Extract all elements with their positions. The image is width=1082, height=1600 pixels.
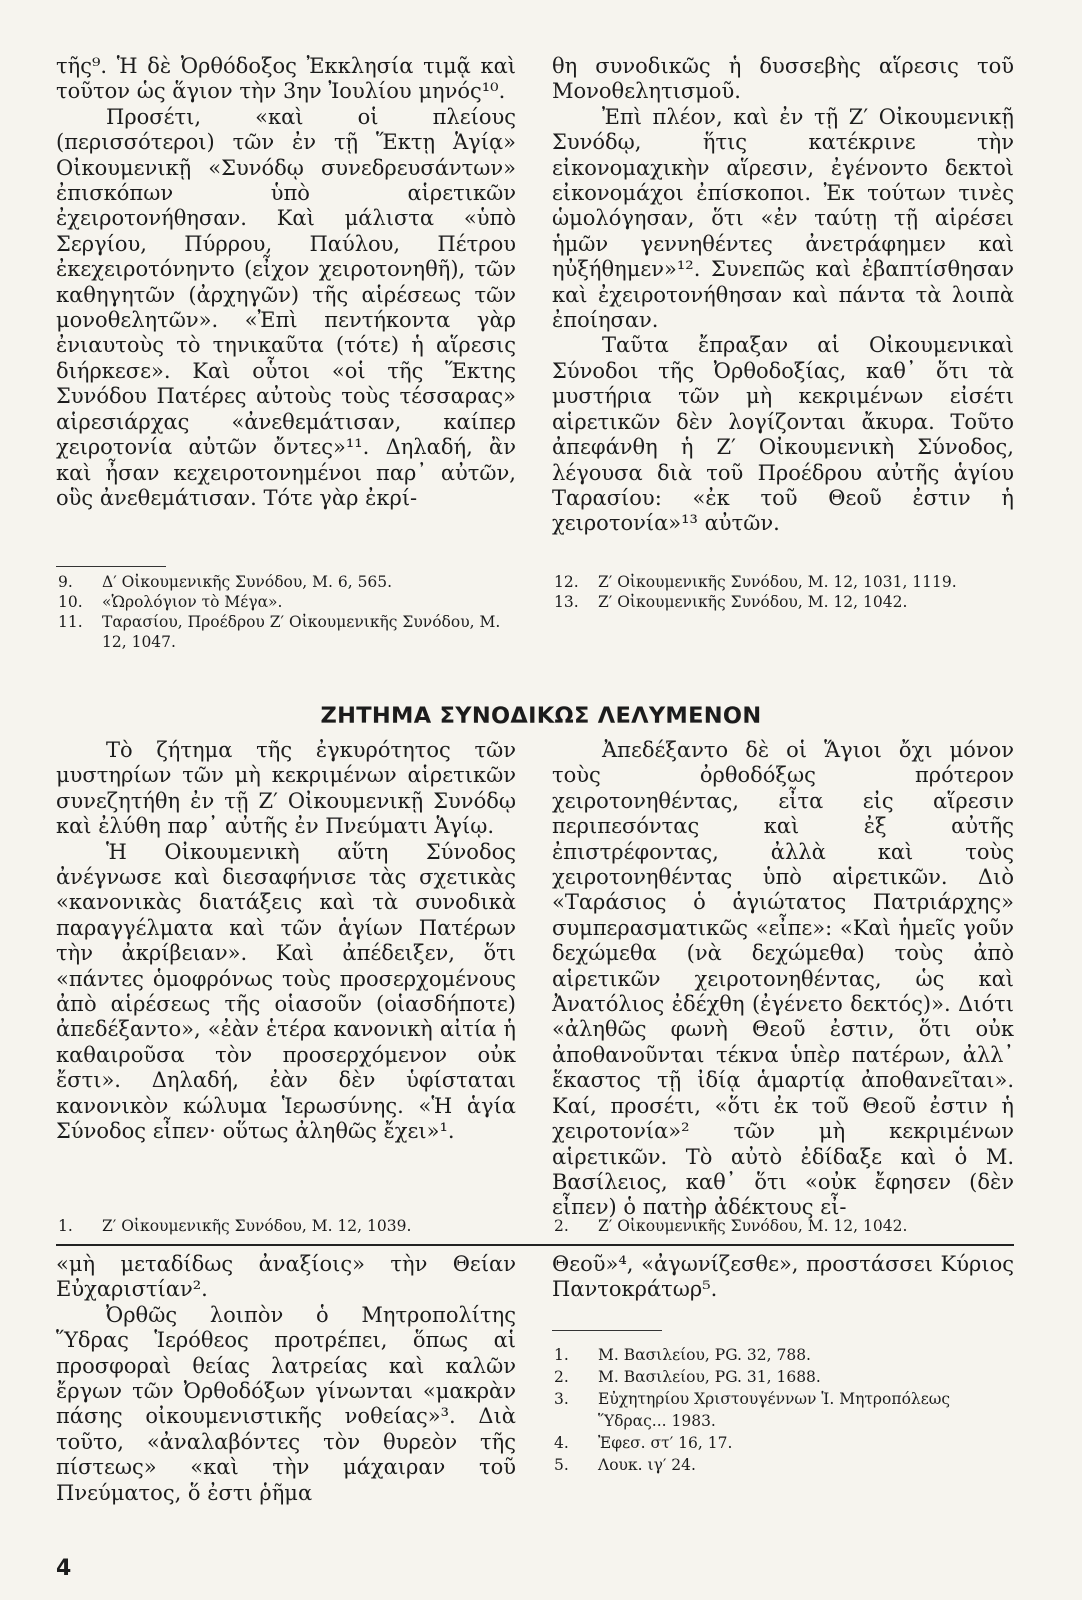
section1-left-para-1: τῆς⁹. Ἡ δὲ Ὀρθόδοξος Ἐκκλησία τιμᾷ καὶ τοῦτον ὡς ἅγιον τὴν 3ην Ἰουλίου μηνός¹⁰. <box>56 54 516 104</box>
section3-right-column <box>552 1252 1014 1303</box>
footnote: 1. Ζ′ Οἰκουμενικῆς Συνόδου, Μ. 12, 1039. <box>58 1217 412 1235</box>
footnote: 1. Μ. Βασιλείου, PG. 32, 788. <box>554 1346 811 1364</box>
section3-right-para-1: Θεοῦ»⁴, «ἀγωνίζεσθε», προστάσσει Κύριος Παντοκράτωρ⁵. <box>552 1252 1014 1302</box>
section1-right-para-2: Ἐπὶ πλέον, καὶ ἐν τῇ Ζ′ Οἰκουμενικῇ Συνόδῳ, ἥτις κατέκρινε τὴν εἰκονομαχικὴν αἵρεσιν, ἐγένοντο δεκτοὶ εἰκονομάχοι ἐπίσκοποι. Ἐκ τούτων τινὲς ὡμολόγησαν, ὅτι «ἐν ταύτῃ τῇ αἱρέσει ἡμῶν γεννηθέντες ἀνετράφημεν καὶ ηὐξήθημεν»¹². Συνεπῶς καὶ ἐβαπτίσθησαν καὶ ἐχειροτονήθησαν καὶ πάντα τὰ λοιπὰ ἐποίησαν. <box>552 104 1014 333</box>
section1-right-footnotes <box>552 572 1014 612</box>
section2-right-column <box>552 738 1014 1221</box>
section1-right-column <box>552 54 1014 537</box>
section-heading: ΖΗΤΗΜΑ ΣΥΝΟΔΙΚΩΣ ΛΕΛΥΜΕΝΟΝ <box>320 703 762 729</box>
page-number: 4 <box>56 1556 72 1581</box>
footnote: 13. Ζ′ Οἰκουμενικῆς Συνόδου, Μ. 12, 1042. <box>554 593 908 611</box>
footnote-separator <box>56 566 166 567</box>
section2-left-footnotes <box>56 1216 516 1236</box>
section2-left-para-2: Ἡ Οἰκουμενικὴ αὕτη Σύνοδος ἀνέγνωσε καὶ διεσαφήνισε τὰς σχετικὰς «κανονικὰς διατάξεις καὶ τὰ συνοδικὰ παραγγέλματα καὶ τῶν ἁγίων Πατέρων τὴν ἀκρίβειαν». Καὶ ἀπέδειξεν, ὅτι «πάντες ὁμοφρόνως τοὺς προσερχομένους ἀπὸ αἱρέσεως τῆς οἱασοῦν (οἱασδήποτε) ἀπεδέξαντο», «ἐὰν ἑτέρα κανονικὴ αἰτία ἡ καθαιροῦσα τὸν προσερχόμενον οὐκ ἔστι». Δηλαδή, ἐὰν δὲν ὑφίσταται κανονικὸν κώλυμα Ἱερωσύνης. «Ἡ ἁγία Σύνοδος εἶπεν· οὕτως ἀληθῶς ἔχει»¹. <box>56 839 516 1144</box>
footnote: 9. Δ′ Οἰκουμενικῆς Συνόδου, Μ. 6, 565. <box>58 573 393 591</box>
horizontal-divider <box>56 1244 1014 1246</box>
footnote: 5. Λουκ. ιγ′ 24. <box>554 1456 696 1474</box>
section3-right-footnotes <box>552 1344 1014 1476</box>
section1-right-para-1: θη συνοδικῶς ἡ δυσσεβὴς αἵρεσις τοῦ Μονοθελητισμοῦ. <box>552 54 1014 104</box>
footnote: 3. Εὐχητηρίου Χριστουγέννων Ἱ. Μητροπόλεως Ὕδρας... 1983. <box>554 1390 951 1430</box>
section1-left-footnotes <box>56 572 516 652</box>
section2-right-footnotes <box>552 1216 1014 1236</box>
section3-left-para-2: Ὀρθῶς λοιπὸν ὁ Μητροπολίτης Ὕδρας Ἱερόθεος προτρέπει, ὅπως αἱ προσφοραὶ θείας λατρείας καὶ καλῶν ἔργων τῶν Ὀρθοδόξων γίνωνται «μακρὰν πάσης οἰκουμενιστικῆς νοθείας»³. Διὰ τοῦτο, «ἀναλαβόντες τὸν θυρεὸν τῆς πίστεως» «καὶ τὴν μάχαιραν τοῦ Πνεύματος, ὅ ἐστι ῥῆμα <box>56 1302 516 1505</box>
section1-left-para-2: Προσέτι, «καὶ οἱ πλείους (περισσότεροι) τῶν ἐν τῇ Ἕκτῃ Ἁγίᾳ» Οἰκουμενικῇ «Συνόδῳ συνεδρευσάντων» ἐπισκόπων ὑπὸ αἱρετικῶν ἐχειροτονήθησαν. Καὶ μάλιστα «ὑπὸ Σεργίου, Πύρρου, Παύλου, Πέτρου ἐκεχειροτόνηντο (εἶχον χειροτονηθῆ), τῶν καθηγητῶν (ἀρχηγῶν) τῆς αἱρέσεως τῶν μονοθελητῶν». «Ἐπὶ πεντήκοντα γὰρ ἐνιαυτοὺς τὸ τηνικαῦτα (τότε) ἡ αἵρεσις διήρκεσε». Καὶ οὗτοι «οἱ τῆς Ἕκτης Συνόδου Πατέρες αὐτοὺς τοὺς τέσσαρας» αἱρεσιάρχας «ἀνεθεμάτισαν, καίπερ χειροτονία αὐτῶν ὄντες»¹¹. Δηλαδή, ἂν καὶ ἦσαν κεχειροτονημένοι παρ᾽ αὐτῶν, οὓς ἀνεθεμάτισαν. Τότε γὰρ ἐκρί- <box>56 104 516 510</box>
footnote: 11. Ταρασίου, Προέδρου Ζ′ Οἰκουμενικῆς Συνόδου, Μ. 12, 1047. <box>58 613 501 651</box>
section2-right-para-1: Ἀπεδέξαντο δὲ οἱ Ἅγιοι ὄχι μόνον τοὺς ὀρθοδόξως πρότερον χειροτονηθέντας, εἶτα εἰς αἵρεσιν περιπεσόντας καὶ ἐξ αὐτῆς ἐπιστρέφοντας, ἀλλὰ καὶ τοὺς χειροτονηθέντας ὑπὸ αἱρετικῶν. Διὸ «Ταράσιος ὁ ἁγιώτατος Πατριάρχης» συμπερασματικῶς «εἶπε»: «Καὶ ἡμεῖς γοῦν δεχώμεθα (νὰ δεχώμεθα) τοὺς ἀπὸ αἱρετικῶν χειροτονηθέντας, ὡς καὶ Ἀνατόλιος ἐδέχθη (ἐγένετο δεκτός)». Διότι «ἀληθῶς φωνὴ Θεοῦ ἐστιν, ὅτι οὐκ ἀποθανοῦνται τέκνα ὑπὲρ πατέρων, ἀλλ᾽ ἕκαστος τῇ ἰδίᾳ ἁμαρτίᾳ ἀποθανεῖται». Καί, προσέτι, «ὅτι ἐκ τοῦ Θεοῦ ἐστιν ἡ χειροτονία»² τῶν μὴ κεκριμένων αἱρετικῶν. Τὸ αὐτὸ ἐδίδαξε καὶ ὁ Μ. Βασίλειος, καθ᾽ ὅτι «οὐκ ἔφησεν (δὲν εἶπεν) ὁ πατὴρ ἀδέκτους εἶ- <box>552 738 1014 1220</box>
section3-left-para-1: «μὴ μεταδίδως ἀναξίοις» τὴν Θείαν Εὐχαριστίαν². <box>56 1252 516 1302</box>
section2-left-column <box>56 738 516 1145</box>
section3-left-column <box>56 1252 516 1506</box>
footnote: 12. Ζ′ Οἰκουμενικῆς Συνόδου, Μ. 12, 1031, 1119. <box>554 573 957 591</box>
footnote: 4. Ἐφεσ. στ′ 16, 17. <box>554 1434 733 1452</box>
section1-right-para-3: Ταῦτα ἔπραξαν αἱ Οἰκουμενικαὶ Σύνοδοι τῆς Ὀρθοδοξίας, καθ᾽ ὅτι τὰ μυστήρια τῶν μὴ κεκριμένων εἰσέτι αἱρετικῶν δὲν λογίζονται ἄκυρα. Τοῦτο ἀπεφάνθη ἡ Ζ′ Οἰκουμενικὴ Σύνοδος, λέγουσα διὰ τοῦ Προέδρου αὐτῆς ἁγίου Ταρασίου: «ἐκ τοῦ Θεοῦ ἐστιν ἡ χειροτονία»¹³ αὐτῶν. <box>552 333 1014 536</box>
section1-left-column <box>56 54 516 511</box>
section2-left-para-1: Τὸ ζήτημα τῆς ἐγκυρότητος τῶν μυστηρίων τῶν μὴ κεκριμένων αἱρετικῶν συνεζητήθη ἐν τῇ Ζ′ Οἰκουμενικῇ Συνόδῳ καὶ ἐλύθη παρ᾽ αὐτῆς ἐν Πνεύματι Ἁγίῳ. <box>56 738 516 839</box>
footnote-separator <box>552 1330 662 1331</box>
footnote: 2. Μ. Βασιλείου, PG. 31, 1688. <box>554 1368 821 1386</box>
footnote: 10. «Ὡρολόγιον τὸ Μέγα». <box>58 593 283 611</box>
footnote: 2. Ζ′ Οἰκουμενικῆς Συνόδου, Μ. 12, 1042. <box>554 1217 908 1235</box>
